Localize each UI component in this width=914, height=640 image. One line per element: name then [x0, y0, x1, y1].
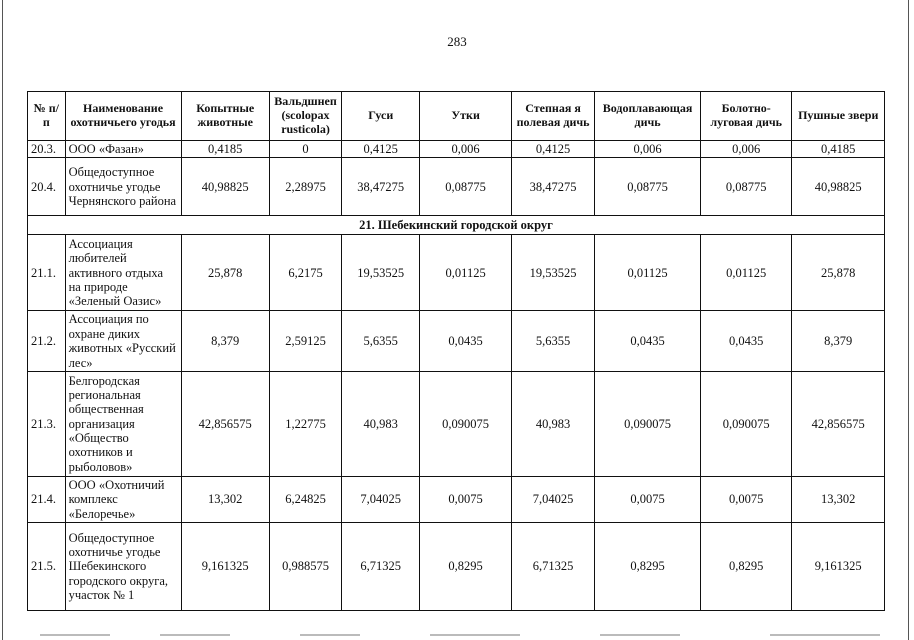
value-cell: 0,8295: [420, 523, 511, 611]
row-number: 21.1.: [28, 235, 66, 311]
header-cell: Наименование охотничьего угодья: [65, 92, 181, 141]
value-cell: 0,0075: [595, 476, 701, 522]
value-cell: 0,090075: [420, 371, 511, 476]
scan-mark: [40, 634, 110, 636]
row-number: 21.4.: [28, 476, 66, 522]
table-row: [28, 311, 885, 372]
value-cell: 0,0435: [700, 311, 791, 372]
value-cell: 8,379: [792, 311, 885, 372]
value-cell: 0,4185: [181, 141, 269, 158]
value-cell: 0,988575: [269, 523, 341, 611]
value-cell: 0,08775: [595, 158, 701, 216]
ground-name: Общедоступное охотничье угодье Шебекинского городского округа, участок № 1: [65, 523, 181, 611]
table-row: [28, 476, 885, 522]
left-scan-edge: [2, 0, 3, 640]
value-cell: 42,856575: [792, 371, 885, 476]
table-row: [28, 371, 885, 476]
table-row: [28, 141, 885, 158]
table-row: [28, 158, 885, 216]
value-cell: 0: [269, 141, 341, 158]
value-cell: 13,302: [792, 476, 885, 522]
value-cell: 0,006: [420, 141, 511, 158]
value-cell: 6,71325: [511, 523, 594, 611]
row-number: 21.3.: [28, 371, 66, 476]
value-cell: 0,006: [700, 141, 791, 158]
header-cell: Гуси: [342, 92, 420, 141]
value-cell: 6,71325: [342, 523, 420, 611]
ground-name: Общедоступное охотничье угодье Чернянского района: [65, 158, 181, 216]
value-cell: 0,0075: [700, 476, 791, 522]
value-cell: 42,856575: [181, 371, 269, 476]
value-cell: 9,161325: [792, 523, 885, 611]
value-cell: 19,53525: [342, 235, 420, 311]
value-cell: 0,08775: [420, 158, 511, 216]
value-cell: 0,8295: [700, 523, 791, 611]
ground-name: ООО «Охотничий комплекс «Белоречье»: [65, 476, 181, 522]
header-cell: Болотно-луговая дичь: [700, 92, 791, 141]
section-title: 21. Шебекинский городской округ: [28, 216, 885, 235]
value-cell: 2,28975: [269, 158, 341, 216]
header-cell: Степная я полевая дичь: [511, 92, 594, 141]
ground-name: Ассоциация по охране диких животных «Русский лес»: [65, 311, 181, 372]
value-cell: 40,983: [342, 371, 420, 476]
header-cell: № п/п: [28, 92, 66, 141]
header-cell: Пушные звери: [792, 92, 885, 141]
value-cell: 0,090075: [700, 371, 791, 476]
value-cell: 13,302: [181, 476, 269, 522]
ground-name: Ассоциация любителей активного отдыха на природе «Зеленый Оазис»: [65, 235, 181, 311]
header-row: [28, 92, 885, 141]
ground-name: ООО «Фазан»: [65, 141, 181, 158]
value-cell: 8,379: [181, 311, 269, 372]
value-cell: 40,98825: [181, 158, 269, 216]
value-cell: 1,22775: [269, 371, 341, 476]
value-cell: 0,4125: [511, 141, 594, 158]
row-number: 20.3.: [28, 141, 66, 158]
table-row: [28, 523, 885, 611]
row-number: 21.5.: [28, 523, 66, 611]
value-cell: 0,090075: [595, 371, 701, 476]
value-cell: 0,4125: [342, 141, 420, 158]
value-cell: 0,01125: [420, 235, 511, 311]
value-cell: 2,59125: [269, 311, 341, 372]
value-cell: 40,983: [511, 371, 594, 476]
row-number: 20.4.: [28, 158, 66, 216]
table-row: [28, 235, 885, 311]
value-cell: 7,04025: [511, 476, 594, 522]
header-cell: Вальдшнеп (scolopax rusticola): [269, 92, 341, 141]
header-cell: Копытные животные: [181, 92, 269, 141]
section-row: [28, 216, 885, 235]
value-cell: 0,0075: [420, 476, 511, 522]
value-cell: 38,47275: [511, 158, 594, 216]
header-cell: Утки: [420, 92, 511, 141]
value-cell: 7,04025: [342, 476, 420, 522]
value-cell: 25,878: [792, 235, 885, 311]
value-cell: 38,47275: [342, 158, 420, 216]
value-cell: 0,0435: [595, 311, 701, 372]
value-cell: 25,878: [181, 235, 269, 311]
scan-mark: [430, 634, 520, 636]
value-cell: 19,53525: [511, 235, 594, 311]
value-cell: 9,161325: [181, 523, 269, 611]
ground-name: Белгородская региональная общественная организация «Общество охотников и рыболовов»: [65, 371, 181, 476]
value-cell: 0,006: [595, 141, 701, 158]
value-cell: 5,6355: [511, 311, 594, 372]
right-scan-edge: [908, 0, 909, 640]
value-cell: 0,4185: [792, 141, 885, 158]
row-number: 21.2.: [28, 311, 66, 372]
value-cell: 6,24825: [269, 476, 341, 522]
scan-mark: [600, 634, 680, 636]
value-cell: 0,8295: [595, 523, 701, 611]
value-cell: 5,6355: [342, 311, 420, 372]
scan-mark: [770, 634, 880, 636]
hunting-grounds-table: [27, 91, 885, 611]
value-cell: 6,2175: [269, 235, 341, 311]
page-number: 283: [447, 34, 467, 49]
header-cell: Водоплавающая дичь: [595, 92, 701, 141]
value-cell: 0,08775: [700, 158, 791, 216]
value-cell: 0,01125: [595, 235, 701, 311]
scan-mark: [300, 634, 360, 636]
value-cell: 0,0435: [420, 311, 511, 372]
scan-mark: [160, 634, 230, 636]
value-cell: 40,98825: [792, 158, 885, 216]
value-cell: 0,01125: [700, 235, 791, 311]
